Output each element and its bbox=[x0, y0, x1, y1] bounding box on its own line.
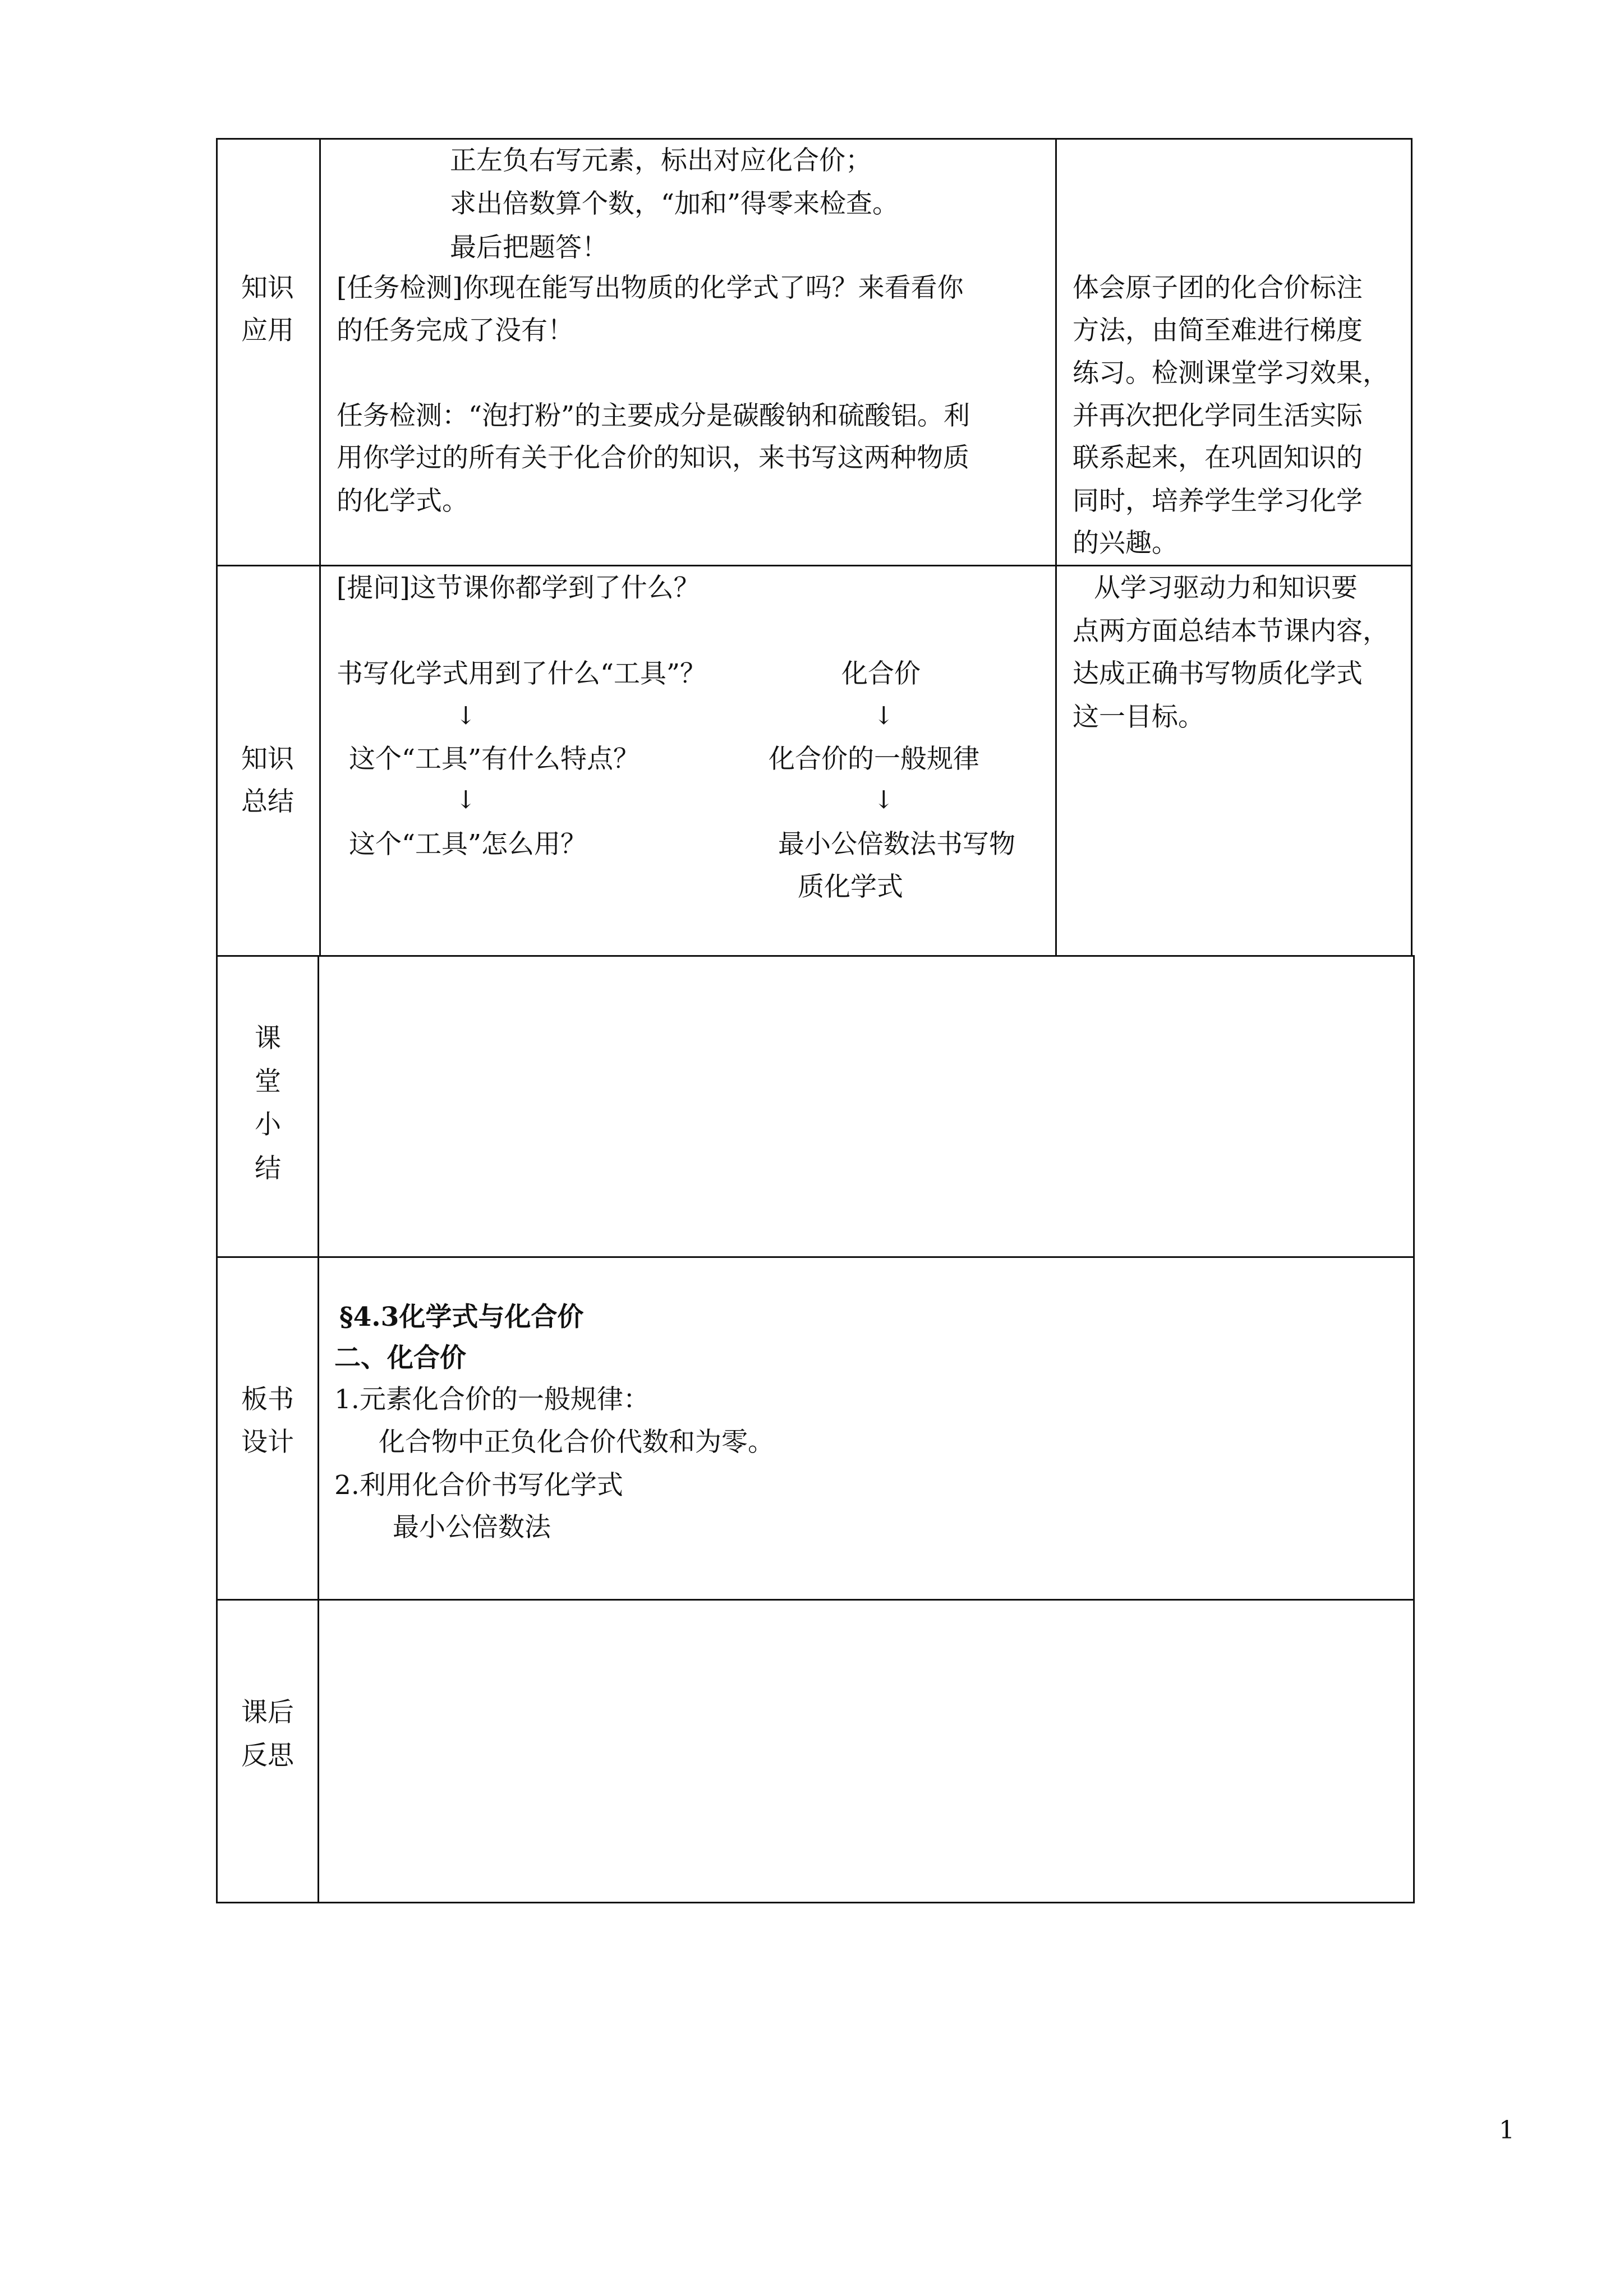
summary-note-3: 达成正确书写物质化学式 bbox=[1073, 658, 1363, 689]
table1-top-border bbox=[216, 138, 1413, 140]
application-note-1: 体会原子团的化合价标注 bbox=[1073, 273, 1363, 303]
summary-right-2: 化合价的一般规律 bbox=[769, 744, 979, 774]
application-line-8: 的化学式。 bbox=[337, 486, 468, 517]
summary-left-1: 书写化学式用到了什么“工具”？ bbox=[337, 658, 707, 689]
table1-col-divider-1 bbox=[319, 138, 321, 957]
table2-row-divider-1 bbox=[216, 1256, 1415, 1258]
table1-left-border bbox=[216, 138, 218, 957]
row-label-class-summary-2: 堂 bbox=[255, 1066, 281, 1097]
application-line-3: 最后把题答！ bbox=[450, 232, 608, 263]
row-label-class-summary-4: 结 bbox=[255, 1153, 281, 1184]
table2-col-divider bbox=[318, 955, 319, 1903]
table1-row-divider bbox=[216, 565, 1413, 566]
table1-col-divider-2 bbox=[1055, 138, 1057, 957]
summary-note-4: 这一目标。 bbox=[1073, 702, 1204, 732]
application-note-4: 并再次把化学同生活实际 bbox=[1073, 400, 1363, 431]
page-number: 1 bbox=[1499, 2116, 1515, 2145]
application-note-5: 联系起来，在巩固知识的 bbox=[1073, 442, 1363, 473]
row-label-knowledge-summary-2: 总结 bbox=[241, 786, 294, 817]
summary-left-3: 这个“工具”怎么用？ bbox=[349, 829, 587, 860]
row-label-knowledge-application-1: 知识 bbox=[241, 273, 294, 303]
table2-row-divider-2 bbox=[216, 1599, 1415, 1601]
application-note-7: 的兴趣。 bbox=[1073, 528, 1178, 559]
board-title: §4.3化学式与化合价 bbox=[339, 1302, 584, 1333]
board-item-2-detail: 最小公倍数法 bbox=[393, 1512, 551, 1543]
summary-question: [提问]这节课你都学到了什么？ bbox=[337, 573, 700, 603]
row-label-reflection-1: 课后 bbox=[241, 1697, 294, 1728]
summary-left-arrow-1: ↓ bbox=[456, 702, 476, 730]
table2-top-border bbox=[216, 955, 1415, 957]
board-subtitle: 二、化合价 bbox=[334, 1343, 466, 1373]
summary-left-2: 这个“工具”有什么特点？ bbox=[349, 744, 640, 774]
application-line-5: 的任务完成了没有！ bbox=[337, 315, 574, 346]
table2-left-border bbox=[216, 955, 218, 1903]
summary-note-2: 点两方面总结本节课内容， bbox=[1073, 616, 1389, 647]
table2-bottom-border bbox=[216, 1902, 1415, 1903]
summary-right-1: 化合价 bbox=[841, 658, 921, 689]
application-line-4: [任务检测]你现在能写出物质的化学式了吗？来看看你 bbox=[337, 273, 964, 303]
row-label-knowledge-summary-1: 知识 bbox=[241, 744, 294, 774]
application-note-3: 练习。检测课堂学习效果， bbox=[1073, 358, 1389, 389]
board-item-1-detail: 化合物中正负化合价代数和为零。 bbox=[379, 1427, 774, 1458]
row-label-class-summary-1: 课 bbox=[255, 1023, 281, 1054]
summary-left-arrow-2: ↓ bbox=[456, 786, 476, 814]
summary-right-3b: 质化学式 bbox=[798, 872, 903, 902]
summary-note-1: 从学习驱动力和知识要 bbox=[1094, 573, 1358, 603]
summary-right-arrow-2: ↓ bbox=[873, 786, 894, 814]
application-line-2: 求出倍数算个数，“加和”得零来检查。 bbox=[450, 188, 899, 219]
board-item-1: 1.元素化合价的一般规律： bbox=[334, 1384, 650, 1415]
table1-right-border bbox=[1411, 138, 1413, 957]
row-label-reflection-2: 反思 bbox=[241, 1740, 294, 1771]
table2-right-border bbox=[1413, 955, 1415, 1903]
row-label-board-design-2: 设计 bbox=[241, 1427, 294, 1458]
application-line-6: 任务检测：“泡打粉”的主要成分是碳酸钠和硫酸铝。利 bbox=[337, 400, 970, 431]
board-item-2: 2.利用化合价书写化学式 bbox=[334, 1470, 623, 1501]
row-label-class-summary-3: 小 bbox=[255, 1109, 281, 1140]
summary-right-arrow-1: ↓ bbox=[873, 702, 894, 730]
summary-right-3a: 最小公倍数法书写物 bbox=[778, 829, 1015, 860]
application-line-7: 用你学过的所有关于化合价的知识，来书写这两种物质 bbox=[337, 442, 969, 473]
row-label-knowledge-application-2: 应用 bbox=[241, 315, 294, 346]
application-note-2: 方法，由简至难进行梯度 bbox=[1073, 315, 1363, 346]
application-line-1: 正左负右写元素，标出对应化合价； bbox=[450, 145, 872, 176]
row-label-board-design-1: 板书 bbox=[241, 1384, 294, 1415]
application-note-6: 同时，培养学生学习化学 bbox=[1073, 486, 1363, 517]
